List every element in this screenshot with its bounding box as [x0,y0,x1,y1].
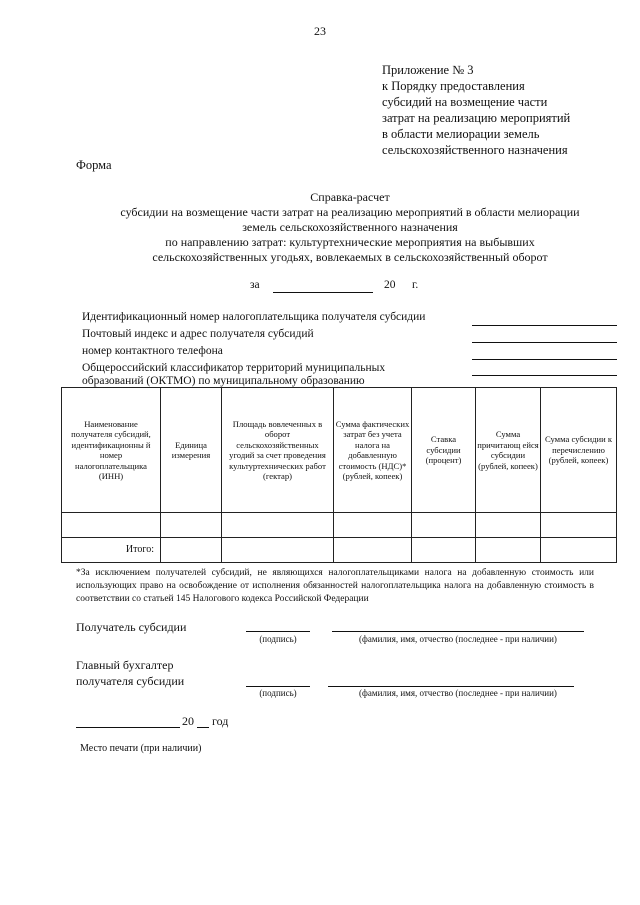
date-blank[interactable] [76,727,180,728]
table-cell[interactable] [476,538,541,563]
calculation-table [61,387,617,563]
header-cell-unit: Единица измерения [161,388,222,513]
document-title [60,190,640,265]
inn-field[interactable] [472,325,617,326]
appendix-line: сельскохозяйственного назначения [382,143,568,157]
appendix-header [382,62,570,158]
table-cell[interactable] [334,513,412,538]
accountant-label-line2: получателя субсидии [76,674,185,688]
stamp-place: Место печати (при наличии) [80,743,202,754]
header-cell-transfer-subsidy: Сумма субсидии к перечислению (рублей, копеек) [541,388,617,513]
phone-field[interactable] [472,359,617,360]
page-number: 23 [314,24,326,38]
table-cell[interactable] [161,513,222,538]
table-cell[interactable] [541,538,617,563]
table-cell[interactable] [222,513,334,538]
table-cell[interactable] [541,513,617,538]
table-row [62,513,617,538]
table-cell[interactable] [334,538,412,563]
address-label: Почтовый индекс и адрес получателя субсидий [82,328,314,340]
header-cell-due-subsidy: Сумма причитающ ейся субсидии (рублей, копеек) [476,388,541,513]
date-year-suffix: год [212,714,229,728]
period-blank[interactable] [273,292,373,293]
title-line: субсидии на возмещение части затрат на реализацию мероприятий в области мелиорации [120,205,580,219]
recipient-label: Получатель субсидии [76,620,187,634]
accountant-signature-line[interactable] [246,686,310,687]
accountant-name-line[interactable] [328,686,574,687]
table-cell[interactable] [222,538,334,563]
recipient-sign-caption: (подпись) [259,634,297,644]
date-year-blank[interactable] [197,727,209,728]
table-cell[interactable] [476,513,541,538]
oktmo-label-line1: Общероссийский классификатор территорий муниципальных [82,362,386,374]
header-cell-area: Площадь вовлеченных в оборот сельскохозяйственных угодий за счет проведения культуртехнических работ (гектар) [222,388,334,513]
period-prefix: за [250,279,260,291]
recipient-name-caption: (фамилия, имя, отчество (последнее - при наличии) [359,634,557,644]
accountant-name-caption: (фамилия, имя, отчество (последнее - при наличии) [359,688,557,698]
date-year-prefix: 20 [182,714,194,728]
title-line: сельскохозяйственных угодьях, вовлекаемых в сельскохозяйственный оборот [152,250,548,264]
header-cell-rate: Ставка субсидии (процент) [412,388,476,513]
table-cell[interactable] [412,513,476,538]
table-cell[interactable] [161,538,222,563]
header-cell-costs: Сумма фактических затрат без учета налога на добавленную стоимость (НДС)* (рублей, копеек) [334,388,412,513]
address-field[interactable] [472,342,617,343]
table-total-row [62,538,617,563]
phone-label: номер контактного телефона [82,345,223,357]
period-suffix: г. [412,279,419,291]
appendix-line: в области мелиорации земель [382,127,540,141]
table-header-row [62,388,617,513]
header-cell-recipient: Наименование получателя субсидий, идентификационны й номер налогоплательщика (ИНН) [62,388,161,513]
accountant-sign-caption: (подпись) [259,688,297,698]
appendix-line: затрат на реализацию мероприятий [382,111,571,125]
footnote: *За исключением получателей субсидий, не являющихся налогоплательщиками налога на добавленную стоимость или использующих право на освобождение от исполнения обязанностей налогоплательщика налога на добавленную стоимость в соответствии со статьей 145 Налогового кодекса Российской Федерации [76,568,594,604]
title-heading: Справка-расчет [310,190,390,204]
inn-label: Идентификационный номер налогоплательщика получателя субсидии [82,311,426,323]
period-year: 20 [384,279,396,291]
appendix-line: Приложение № 3 [382,63,474,77]
table-cell[interactable] [412,538,476,563]
table-cell[interactable] [62,513,161,538]
total-label: Итого: [62,538,161,563]
recipient-name-line[interactable] [332,631,584,632]
appendix-line: субсидий на возмещение части [382,95,548,109]
recipient-signature-line[interactable] [246,631,310,632]
title-line: по направлению затрат: культуртехнические мероприятия на выбывших [165,235,535,249]
accountant-label-line1: Главный бухгалтер [76,658,174,672]
oktmo-label-line2: образований (ОКТМО) по муниципальному образованию [82,375,365,387]
title-line: земель сельскохозяйственного назначения [242,220,458,234]
appendix-line: к Порядку предоставления [382,79,525,93]
oktmo-field[interactable] [472,375,617,376]
form-label: Форма [76,158,112,172]
